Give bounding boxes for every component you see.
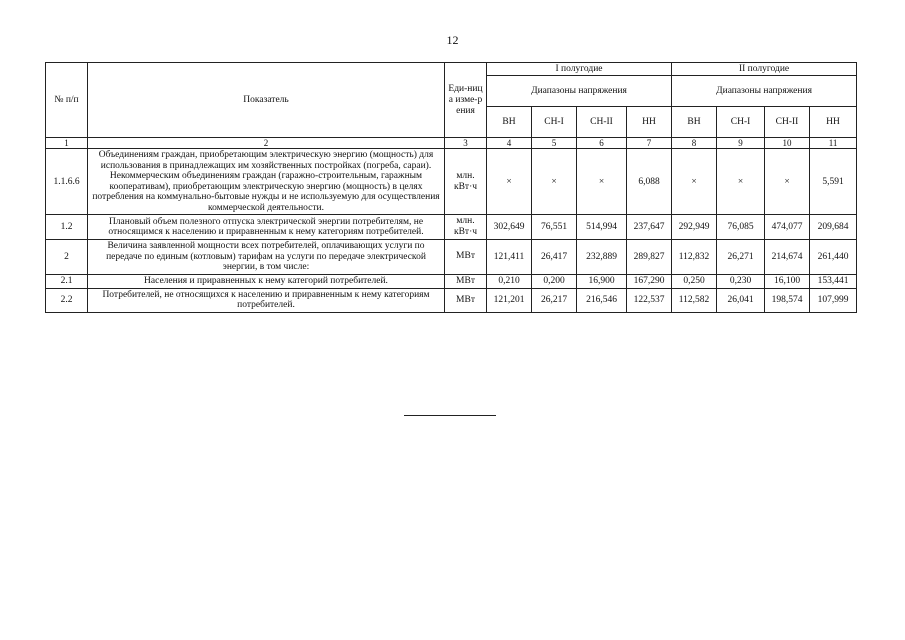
value-cell: 0,250 — [672, 274, 717, 288]
value-cell: × — [672, 149, 717, 215]
value-cell: 16,900 — [577, 274, 627, 288]
header-indicator: Показатель — [88, 63, 445, 138]
row-unit: МВт — [445, 288, 487, 312]
row-number: 1.1.6.6 — [46, 149, 88, 215]
value-cell: 76,085 — [717, 215, 765, 240]
row-unit: МВт — [445, 240, 487, 275]
value-cell: 6,088 — [627, 149, 672, 215]
value-cell: 26,271 — [717, 240, 765, 275]
header-level-sn2-1: СН-II — [577, 107, 627, 138]
row-description-text: Потребителей, не относящихся к населению и приравненным к нему категориям потребителей. — [102, 289, 430, 310]
header-level-sn2-2: СН-II — [765, 107, 810, 138]
column-number: 7 — [627, 138, 672, 149]
value-cell: 107,999 — [810, 288, 857, 312]
row-description-text: Некоммерческим объединениям граждан (гаражно-строительным, гаражным кооперативам), приобретающим электрическую энергию (мощность) в целях потребления на коммунально-бытовые нужды и не используемую для осуществления коммерческой деятельности. — [92, 171, 440, 213]
column-number: 6 — [577, 138, 627, 149]
value-cell: 232,889 — [577, 240, 627, 275]
page-number: 12 — [446, 33, 459, 47]
row-unit: МВт — [445, 274, 487, 288]
value-cell: 302,649 — [487, 215, 532, 240]
value-cell: 122,537 — [627, 288, 672, 312]
header-level-sn1-1: СН-I — [532, 107, 577, 138]
header-ranges-1: Диапазоны напряжения — [487, 76, 672, 107]
value-cell: × — [487, 149, 532, 215]
table-row — [46, 240, 857, 275]
header-level-vn-1: ВН — [487, 107, 532, 138]
value-cell: 0,230 — [717, 274, 765, 288]
row-number: 2 — [46, 240, 88, 275]
header-level-vn-2: ВН — [672, 107, 717, 138]
header-unit-label: Еди-ница изме-рения — [448, 83, 483, 116]
table-row — [46, 215, 857, 240]
value-cell: 121,201 — [487, 288, 532, 312]
column-number: 1 — [46, 138, 88, 149]
tariff-table — [45, 62, 857, 313]
row-description — [88, 240, 445, 275]
row-description-text: Объединениям граждан, приобретающим электрическую энергию (мощность) для использования в принадлежащих им хозяйственных постройках (погреба, сараи). — [98, 150, 434, 171]
row-description-text: Населения и приравненных к нему категорий потребителей. — [144, 275, 388, 286]
header-level-nn-1: НН — [627, 107, 672, 138]
row-number: 2.1 — [46, 274, 88, 288]
row-number: 2.2 — [46, 288, 88, 312]
column-number: 4 — [487, 138, 532, 149]
value-cell: 26,417 — [532, 240, 577, 275]
header-level-nn-2: НН — [810, 107, 857, 138]
value-cell: 216,546 — [577, 288, 627, 312]
header-unit — [445, 63, 487, 138]
footer-separator-line — [404, 415, 496, 416]
column-number: 11 — [810, 138, 857, 149]
column-number: 10 — [765, 138, 810, 149]
header-half2: II полугодие — [672, 63, 857, 76]
value-cell: 514,994 — [577, 215, 627, 240]
value-cell: 474,077 — [765, 215, 810, 240]
row-unit: млн. кВт·ч — [445, 215, 487, 240]
column-numbers-row — [46, 138, 857, 149]
value-cell: 167,290 — [627, 274, 672, 288]
value-cell: 292,949 — [672, 215, 717, 240]
value-cell: × — [532, 149, 577, 215]
value-cell: × — [717, 149, 765, 215]
value-cell: 237,647 — [627, 215, 672, 240]
value-cell: 198,574 — [765, 288, 810, 312]
value-cell: 112,582 — [672, 288, 717, 312]
header-num: № п/п — [46, 63, 88, 138]
table-row — [46, 274, 857, 288]
value-cell: 209,684 — [810, 215, 857, 240]
table-row — [46, 288, 857, 312]
row-description — [88, 288, 445, 312]
value-cell: 0,200 — [532, 274, 577, 288]
header-half1: I полугодие — [487, 63, 672, 76]
row-description — [88, 274, 445, 288]
column-number: 3 — [445, 138, 487, 149]
value-cell: 112,832 — [672, 240, 717, 275]
value-cell: 214,674 — [765, 240, 810, 275]
value-cell: 5,591 — [810, 149, 857, 215]
table-row — [46, 149, 857, 215]
value-cell: × — [577, 149, 627, 215]
value-cell: 121,411 — [487, 240, 532, 275]
column-number: 2 — [88, 138, 445, 149]
value-cell: 153,441 — [810, 274, 857, 288]
row-description-text: Плановый объем полезного отпуска электрической энергии потребителям, не относящимся к населению и приравненным к нему категориям потребителей. — [108, 216, 424, 237]
header-level-sn1-2: СН-I — [717, 107, 765, 138]
value-cell: 289,827 — [627, 240, 672, 275]
row-description — [88, 149, 445, 215]
column-number: 5 — [532, 138, 577, 149]
value-cell: 26,041 — [717, 288, 765, 312]
column-number: 9 — [717, 138, 765, 149]
row-unit: млн. кВт·ч — [445, 149, 487, 215]
value-cell: 261,440 — [810, 240, 857, 275]
value-cell: 0,210 — [487, 274, 532, 288]
row-description-text: Величина заявленной мощности всех потребителей, оплачивающих услуги по передаче по единым (котловым) тарифам на услуги по передаче электрической энергии, в том числе: — [106, 241, 426, 272]
column-number: 8 — [672, 138, 717, 149]
value-cell: 76,551 — [532, 215, 577, 240]
row-number: 1.2 — [46, 215, 88, 240]
header-ranges-2: Диапазоны напряжения — [672, 76, 857, 107]
value-cell: × — [765, 149, 810, 215]
value-cell: 16,100 — [765, 274, 810, 288]
value-cell: 26,217 — [532, 288, 577, 312]
row-description — [88, 215, 445, 240]
